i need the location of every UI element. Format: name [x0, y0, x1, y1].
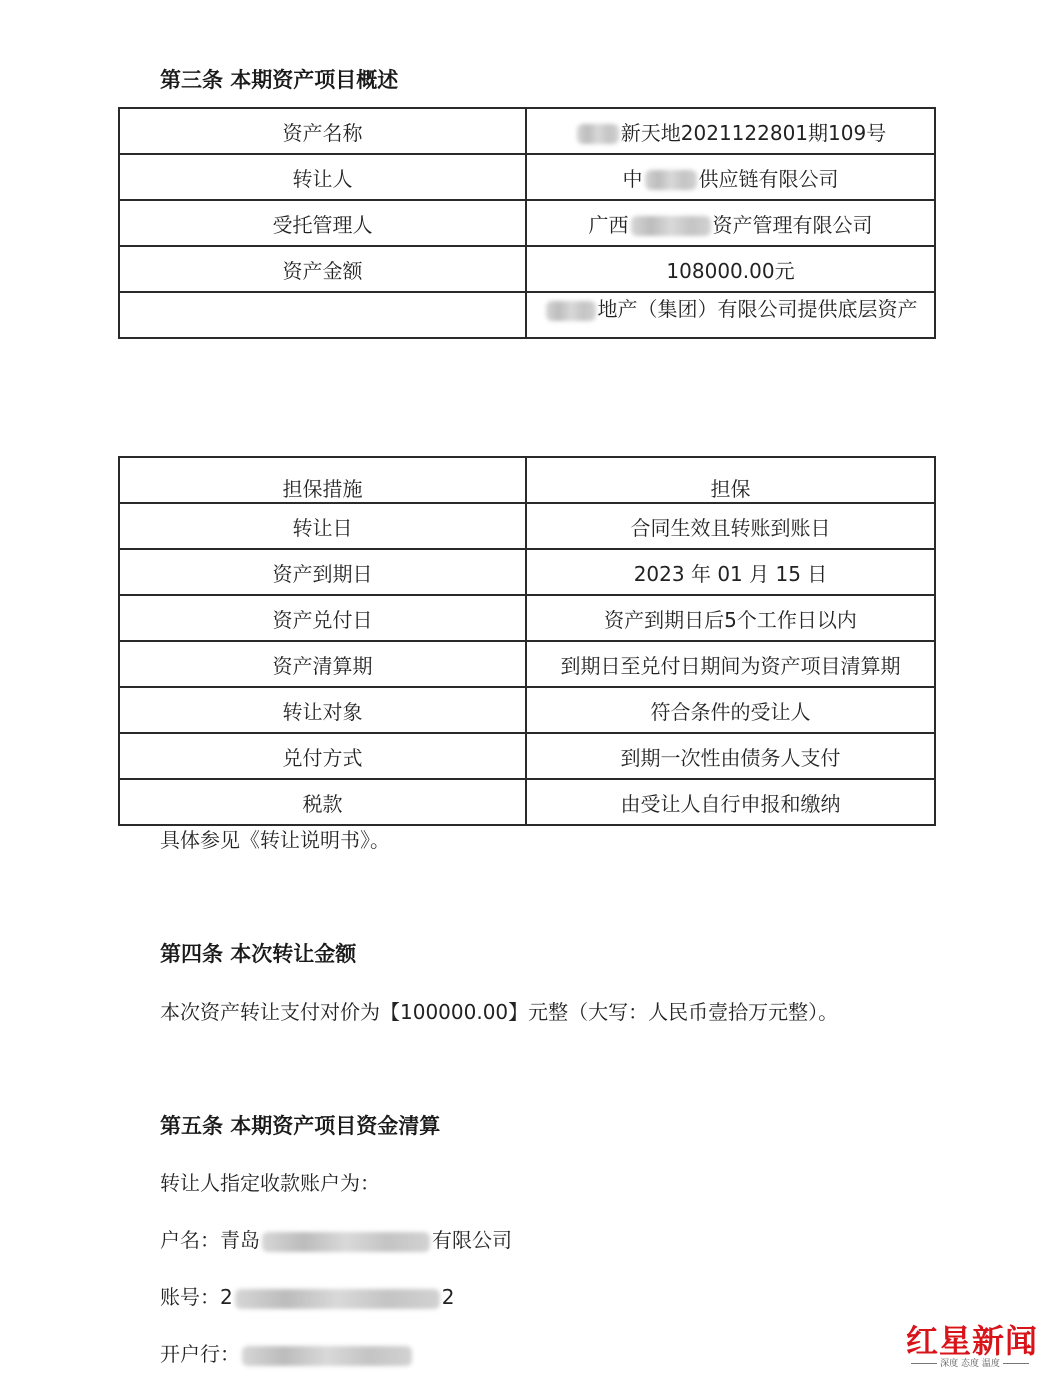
row-value: 担保: [526, 457, 935, 503]
redacted-text: [645, 170, 697, 190]
row-label: 资产清算期: [119, 641, 526, 687]
brand-name: 红星新闻: [906, 1322, 1039, 1360]
table-row: [119, 200, 935, 246]
row-value: 符合条件的受让人: [526, 687, 935, 733]
redacted-text: [546, 301, 596, 321]
row-value: 新天地2021122801期109号: [526, 108, 935, 154]
row-value: 到期日至兑付日期间为资产项目清算期: [526, 641, 935, 687]
row-label: 资产金额: [119, 246, 526, 292]
row-value: 中 供应链有限公司: [526, 154, 935, 200]
row-label: 转让人: [119, 154, 526, 200]
row-label: 资产兑付日: [119, 595, 526, 641]
section-3-heading: 第三条 本期资产项目概述: [160, 68, 399, 92]
table-row: [119, 687, 935, 733]
row-value: 资产到期日后5个工作日以内: [526, 595, 935, 641]
account-number: 账号：2 2: [160, 1285, 455, 1309]
table-row: [119, 246, 935, 292]
redacted-text: [242, 1346, 412, 1366]
row-value: 由受让人自行申报和缴纳: [526, 779, 935, 825]
row-value: 到期一次性由债务人支付: [526, 733, 935, 779]
row-label: 受托管理人: [119, 200, 526, 246]
transfer-amount-text: 本次资产转让支付对价为【100000.00】元整（大写：人民币壹拾万元整）。: [160, 1000, 839, 1024]
section-4-heading: 第四条 本次转让金额: [160, 942, 357, 966]
table-row: [119, 292, 935, 338]
row-label: 资产名称: [119, 108, 526, 154]
row-label: 转让对象: [119, 687, 526, 733]
redacted-text: [235, 1289, 440, 1309]
row-label: 税款: [119, 779, 526, 825]
bank-name: 开户行：: [160, 1338, 414, 1367]
account-name: 户名：青岛 有限公司: [160, 1228, 512, 1252]
redacted-text: [631, 216, 711, 236]
table-row: [119, 733, 935, 779]
brand-tagline: 深度 态度 温度: [908, 1356, 1032, 1369]
redacted-text: [262, 1232, 430, 1252]
redacted-text: [577, 124, 619, 144]
row-label: 转让日: [119, 503, 526, 549]
row-label: 担保措施: [119, 457, 526, 503]
table-row: [119, 641, 935, 687]
asset-table-bottom: [118, 456, 936, 826]
table-row: [119, 779, 935, 825]
row-value: 广西 资产管理有限公司: [526, 200, 935, 246]
section-5-heading: 第五条 本期资产项目资金清算: [160, 1114, 441, 1138]
table-row: [119, 549, 935, 595]
watermark-logo: [900, 1316, 1039, 1372]
row-label: 资产到期日: [119, 549, 526, 595]
row-value: 108000.00元: [526, 246, 935, 292]
account-intro: 转让人指定收款账户为：: [160, 1171, 380, 1195]
table-row: [119, 108, 935, 154]
row-value: 2023 年 01 月 15 日: [526, 549, 935, 595]
table-row: [119, 503, 935, 549]
row-label: 兑付方式: [119, 733, 526, 779]
row-value: 合同生效且转账到账日: [526, 503, 935, 549]
table-row: [119, 595, 935, 641]
asset-table-top: [118, 107, 936, 339]
row-value: 地产（集团）有限公司提供底层资产: [526, 292, 935, 338]
table-note: 具体参见《转让说明书》。: [160, 828, 390, 852]
table-row: [119, 457, 935, 503]
table-row: [119, 154, 935, 200]
row-label: [119, 292, 526, 338]
